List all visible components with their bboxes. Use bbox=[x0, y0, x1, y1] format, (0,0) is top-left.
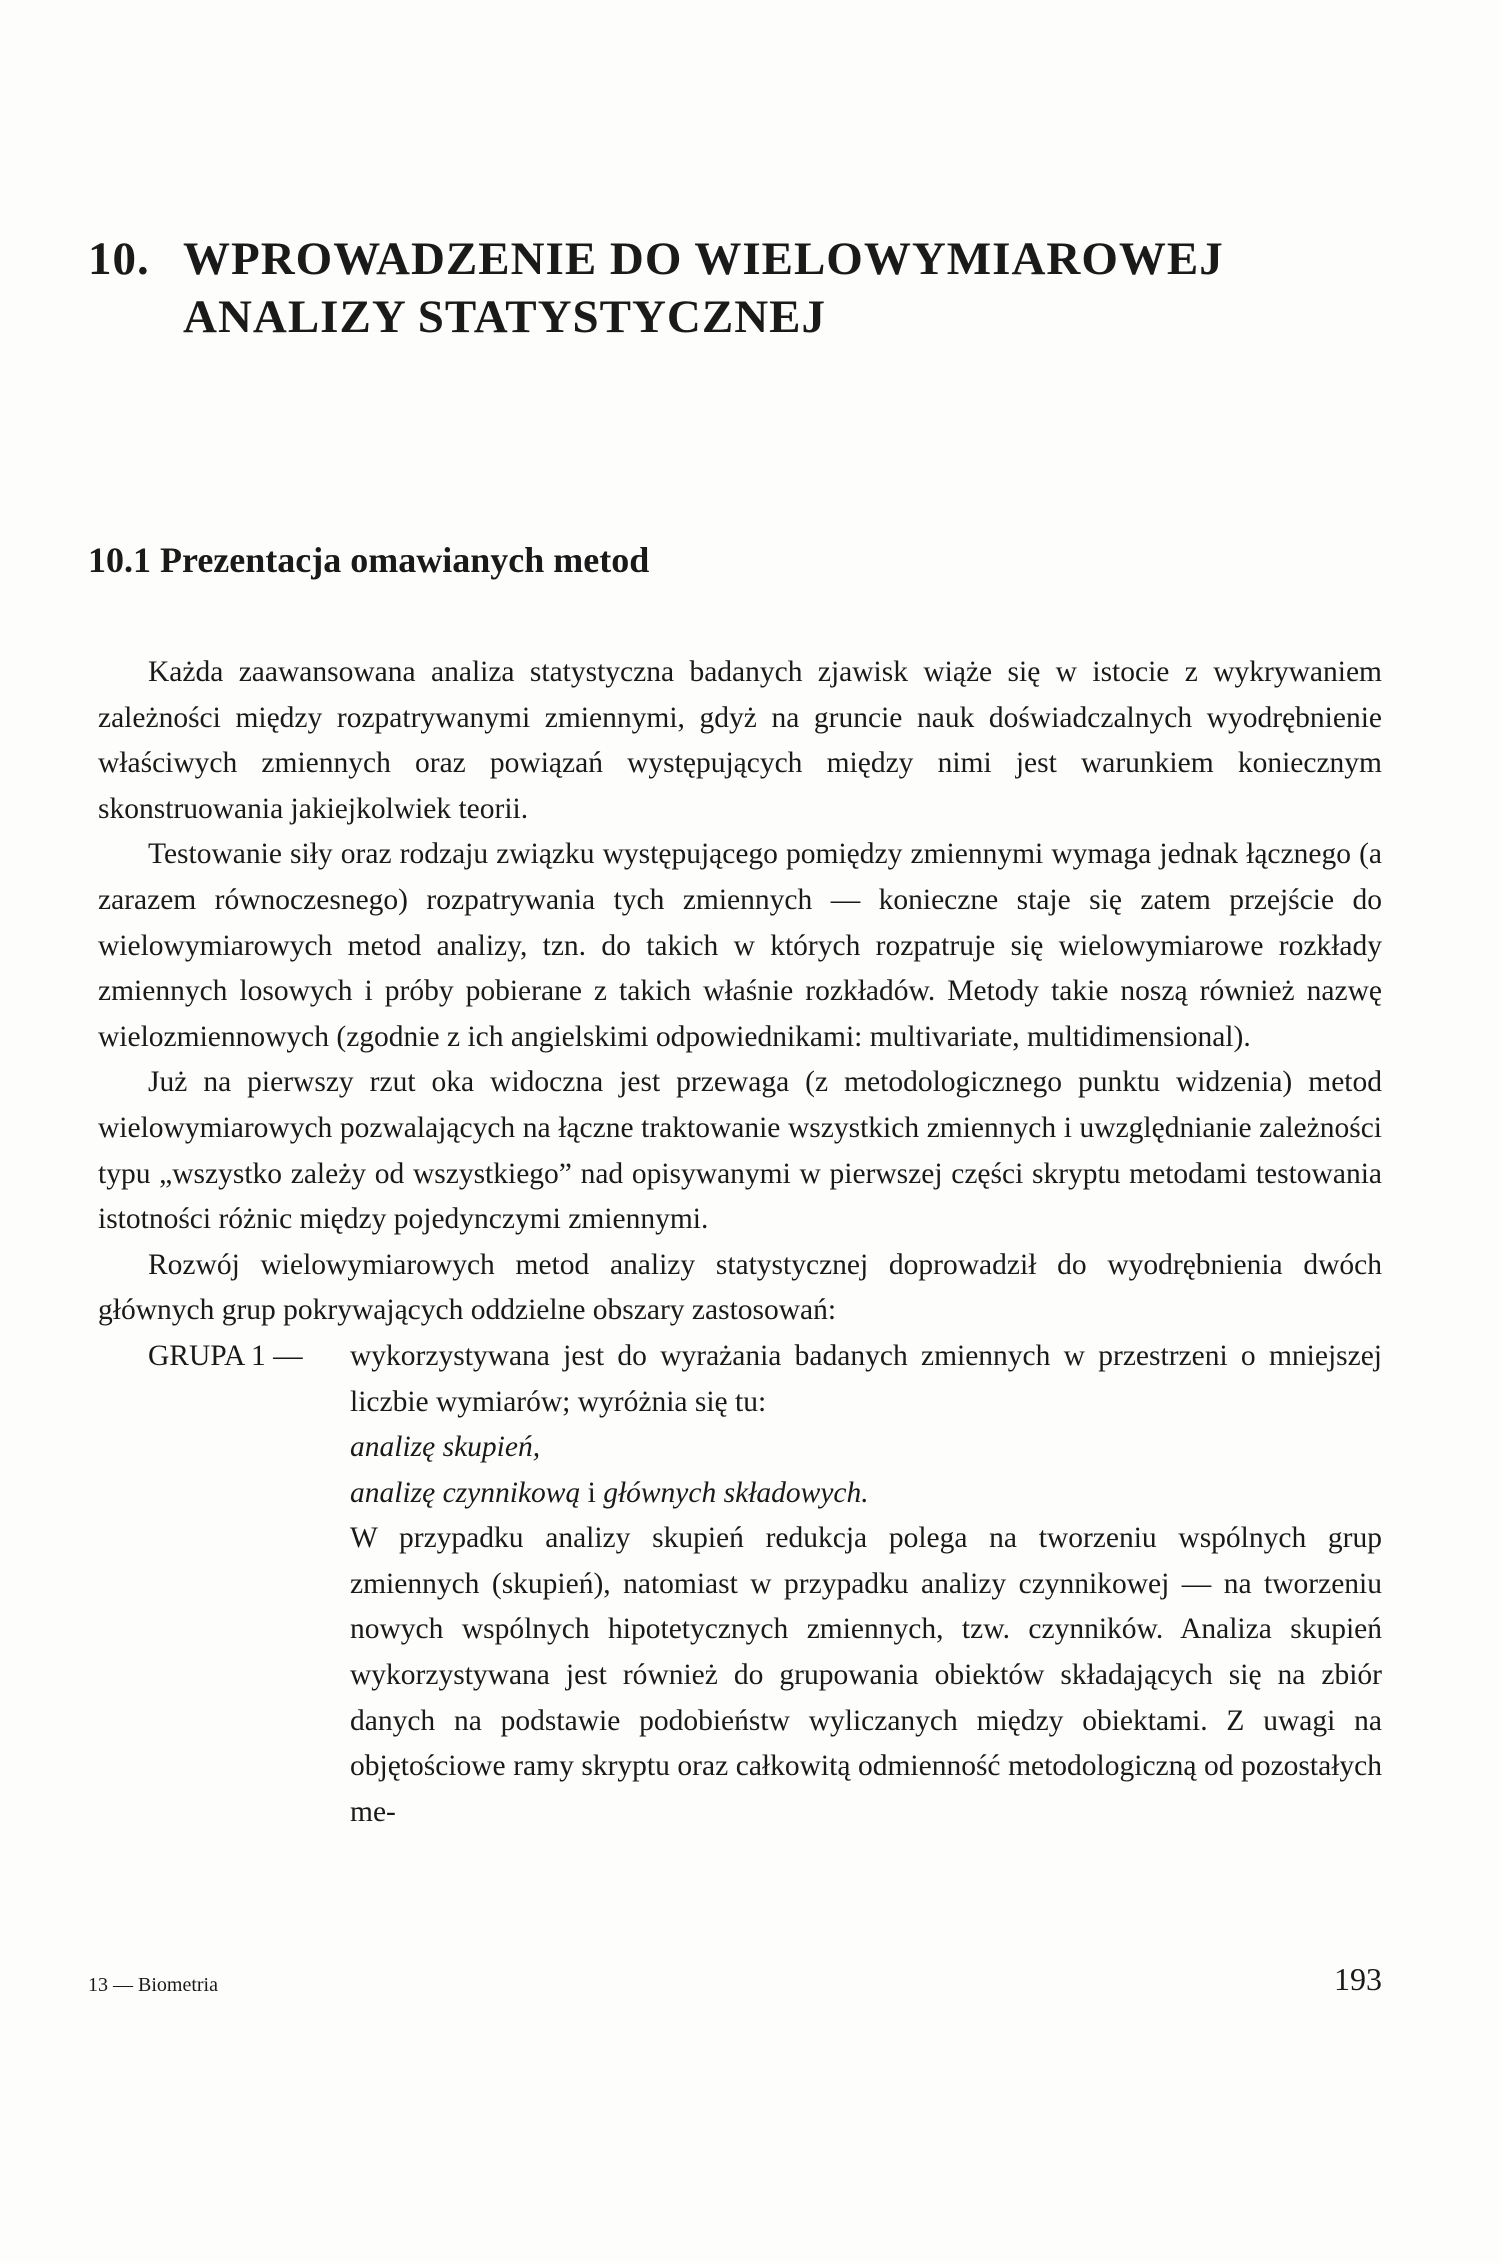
paragraph-2: Testowanie siły oraz rodzaju związku występującego pomiędzy zmiennymi wymaga jednak łącznego (a zarazem równoczesnego) rozpatrywania tych zmiennych — konieczne staje się zatem przejście do wielowymiarowych metod analizy, tzn. do takich w których rozpatruje się wielowymiarowe rozkłady zmiennych losowych i próby pobierane z takich właśnie rozkładów. Metody takie noszą również nazwę wielozmiennowych (zgodnie z ich angielskimi odpowiednikami: multivariate, multidimensional). bbox=[98, 838, 1382, 1053]
group-1-intro: wykorzystywana jest do wyrażania badanych zmiennych w przestrzeni o mniejszej liczbie wymiarów; wyróżnia się tu: bbox=[350, 1339, 1382, 1418]
paragraph-4: Rozwój wielowymiarowych metod analizy statystycznej doprowadził do wyodrębnienia dwóch głównych grup pokrywających oddzielne obszary zastosowań: bbox=[98, 1248, 1382, 1327]
group-1 bbox=[98, 1334, 1382, 1836]
group-1-item-1: analizę skupień, bbox=[350, 1431, 541, 1464]
group-1-content bbox=[350, 1334, 1382, 1836]
group-1-item-2a: analizę czynnikową bbox=[350, 1476, 581, 1509]
footer-running-label: 13 — Biometria bbox=[88, 1974, 218, 1996]
chapter-title-line2: ANALIZY STATYSTYCZNEJ bbox=[183, 291, 827, 343]
paragraph-3: Już na pierwszy rzut oka widoczna jest przewaga (z metodologicznego punktu widzenia) metod wielowymiarowych pozwalających na łączne traktowanie wszystkich zmiennych i uwzględnianie zależności typu „wszystko zależy od wszystkiego” nad opisywanymi w pierwszej części skryptu metodami testowania istotności różnic między pojedynczymi zmiennymi. bbox=[98, 1066, 1382, 1236]
group-1-item-2-and: i bbox=[580, 1476, 604, 1509]
group-1-item-2b: głównych składowych. bbox=[603, 1476, 869, 1509]
paragraph-1: Każda zaawansowana analiza statystyczna badanych zjawisk wiąże się w istocie z wykrywaniem zależności między rozpatrywanymi zmiennymi, gdyż na gruncie nauk doświadczalnych wyodrębnienie właściwych zmiennych oraz powiązań występujących między nimi jest warunkiem koniecznym skonstruowania jakiejkolwiek teorii. bbox=[98, 656, 1382, 825]
group-1-description: W przypadku analizy skupień redukcja polega na tworzeniu wspólnych grup zmiennych (skupień), natomiast w przypadku analizy czynnikowej — na tworzeniu nowych wspólnych hipotetycznych zmiennych, tzw. czynników. Analiza skupień wykorzystywana jest również do grupowania obiektów składających się na zbiór danych na podstawie podobieństw wyliczanych między obiektami. Z uwagi na objętościowe ramy skryptu oraz całkowitą odmienność metodologiczną od pozostałych me- bbox=[350, 1522, 1382, 1828]
page-number: 193 bbox=[1334, 1961, 1382, 1997]
chapter-title bbox=[88, 230, 1388, 346]
section-title: 10.1 Prezentacja omawianych metod bbox=[88, 540, 650, 580]
body-text bbox=[98, 650, 1382, 1835]
group-1-label: GRUPA 1 — bbox=[148, 1339, 303, 1372]
chapter-number: 10. bbox=[88, 233, 150, 285]
chapter-title-line1: WPROWADZENIE DO WIELOWYMIAROWEJ bbox=[183, 233, 1224, 285]
group-1-item-2 bbox=[350, 1471, 1382, 1517]
